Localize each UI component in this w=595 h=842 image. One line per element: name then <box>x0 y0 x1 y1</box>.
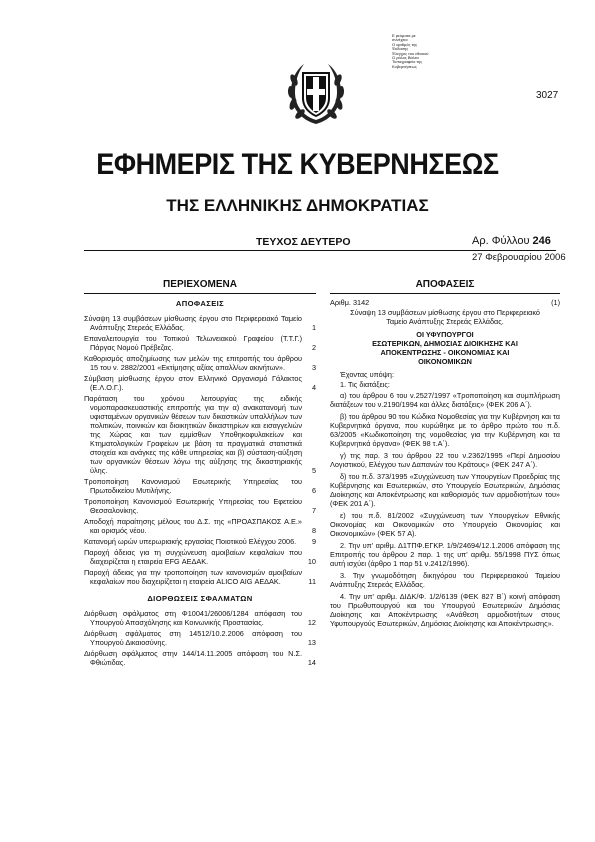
decisions-heading: ΑΠΟΦΑΣΕΙΣ <box>415 279 475 290</box>
imprint-line: Έκδοσης <box>392 46 409 52</box>
toc-item[interactable]: Διόρθωση σφάλματος στη Φ10041/26006/1284 απόφαση του Υπουργού Απασχόλησης και Κοινωνικής Προστασίας. 12 <box>84 609 316 627</box>
sheet-number: 246 <box>532 235 551 247</box>
decision-paragraph: ε) του π.δ. 81/2002 «Συγχώνευση των Υπουργείων Εθνικής Οικονομίας και Οικονομικών στο Υπουργείο Οικονομίας και Οικονομικών» (ΦΕΚ 57 Α). <box>330 511 560 538</box>
sheet-number-line <box>472 235 551 247</box>
decisions-rule <box>330 293 560 294</box>
imprint-line: Ε ρεύματα με <box>392 33 416 38</box>
decision-number-line <box>330 298 560 308</box>
issue-date: 27 Φεβρουαρίου 2006 <box>472 252 566 263</box>
decision-paragraph: 3. Την γνωμοδότηση δικηγόρου του Περιφερειακού Ταμείου Ανάπτυξης Στερεάς Ελλάδας. <box>330 571 560 589</box>
toc-item[interactable]: Τροποποίηση Κανονισμού Εσωτερικής Υπηρεσίας του Εφετείου Θεσσαλονίκης. 7 <box>84 497 316 515</box>
decision-subject: Σύναψη 13 συμβάσεων μίσθωσης έργου στο Περιφερειακό Ταμείο Ανάπτυξης Στερεάς Ελλάδας. <box>350 308 540 326</box>
toc-item[interactable]: Επαναλειτουργία του Τοπικού Τελωνειακού Γραφείου (Τ.Τ.Γ.) Πάργας Νομού Πρέβεζας. 2 <box>84 334 316 352</box>
imprint-line: Ο ρόλος Βάλτα <box>392 55 419 61</box>
toc-item[interactable]: Σύμβαση μίσθωσης έργου στον Ελληνικό Οργανισμό Γάλακτος (Ε.Λ.Ο.Γ.). 4 <box>84 374 316 392</box>
toc-item[interactable]: Παροχή άδειας για τη συγχώνευση αμοιβαίων κεφαλαίων που διαχειρίζεται η εταιρεία EFG ΑΕΔΑΚ. 10 <box>84 548 316 566</box>
decision-paragraph: γ) της παρ. 3 του άρθρου 22 του ν.2362/1995 «Περί Δημοσίου Λογιστικού, Ελέγχου των Δαπανών του Κράτους» (ΦΕΚ 247 Α΄). <box>330 451 560 469</box>
issue-series: ΤΕΥΧΟΣ ΔΕΥΤΕΡΟ <box>256 236 351 248</box>
decision-authority <box>330 330 560 366</box>
authority-line: ΟΙΚΟΝΟΜΙΚΩΝ <box>418 357 472 366</box>
header-rule <box>84 250 556 251</box>
imprint-line: Κυβερνήσεως <box>392 63 417 69</box>
decision-paragraph: 1. Τις διατάξεις: <box>340 380 390 389</box>
decisions-subheading: ΑΠΟΦΑΣΕΙΣ <box>175 299 225 308</box>
decision-paragraph: δ) του π.δ. 373/1995 «Συγχώνευση των Υπουργείων Προεδρίας της Κυβέρνησης και Εσωτερικών, στο Υπουργείο Εσωτερικών, Δημόσιας Διοίκησης και Αποκέντρωσης και καθορισμός των αρμοδιοτήτων του» (ΦΕΚ 201 Α΄). <box>330 472 560 508</box>
decision-paragraph: 4. Την υπ' αριθμ. ΔΙΔΚ/Φ. 1/2/6139 (ΦΕΚ 827 Β΄) κοινή απόφαση του Πρωθυπουργού και του Υπουργού Εσωτερικών Δημόσιας Διοίκησης και Αποκέντρωσης «Ανάθεση αρμοδιοτήτων στους Υφυπουργούς Εσωτερικών, Δημόσιας Διοίκησης και Αποκέντρωσης». <box>330 592 560 628</box>
toc-item[interactable]: Σύναψη 13 συμβάσεων μίσθωσης έργου στο Περιφερειακό Ταμείο Ανάπτυξης Στερεάς Ελλάδας. 1 <box>84 314 316 332</box>
decision-paragraph: α) του άρθρου 6 του ν.2527/1997 «Τροποποίηση και συμπλήρωση διατάξεων του ν.2190/1994 και άλλες διατάξεις» (ΦΕΚ 206 Α΄). <box>330 391 560 409</box>
authority-line: ΕΣΩΤΕΡΙΚΩΝ, ΔΗΜΟΣΙΑΣ ΔΙΟΙΚΗΣΗΣ ΚΑΙ <box>372 339 518 348</box>
authority-line: ΟΙ ΥΦΥΠΟΥΡΓΟΙ <box>416 330 474 339</box>
toc-corrections-list <box>84 609 316 667</box>
decisions-column <box>330 280 560 631</box>
toc-item[interactable]: Διόρθωση σφάλματος στη 14512/10.2.2006 απόφαση του Υπουργού Δικαιοσύνης. 13 <box>84 629 316 647</box>
gazette-subtitle: ΤΗΣ ΕΛΛΗΝΙΚΗΣ ΔΗΜΟΚΡΑΤΙΑΣ <box>166 196 429 215</box>
decision-number: Αριθμ. 3142 <box>330 298 370 307</box>
contents-column <box>84 280 316 669</box>
imprint-line: συνέχεια <box>392 37 408 43</box>
imprint-line: Έλεγχος του εθνικού <box>392 50 429 56</box>
imprint-line: Τυπογραφείο της <box>392 59 423 65</box>
coat-of-arms-emblem <box>283 58 349 128</box>
contents-heading: ΠΕΡΙΕΧΟΜΕΝΑ <box>163 279 237 290</box>
decision-intro: Έχοντας υπόψη: <box>340 370 394 379</box>
toc-item[interactable]: Τροποποίηση Κανονισμού Εσωτερικής Υπηρεσίας του Πρωτοδικείου Μυτιλήνης. 6 <box>84 477 316 495</box>
toc-item[interactable]: Κατανομή ωρών υπερωριακής εργασίας Ποιοτικού Ελέγχου 2006. 9 <box>84 537 316 546</box>
corrections-subheading: ΔΙΟΡΘΩΣΕΙΣ ΣΦΑΛΜΑΤΩΝ <box>147 594 253 603</box>
imprint-block <box>392 34 462 69</box>
toc-decisions-list <box>84 314 316 586</box>
toc-item[interactable]: Καθορισμός αποζημίωσης των μελών της επιτροπής του άρθρου 15 του ν. 2882/2001 «Εκτίμησης αξίας απαλλ/ων ακινήτων». 3 <box>84 354 316 372</box>
toc-item[interactable]: Αποδοχή παραίτησης μέλους του Δ.Σ. της «ΠΡΟΑΣΠΑΚΟΣ Α.Ε.» και ορισμός νέου. 8 <box>84 517 316 535</box>
authority-line: ΑΠΟΚΕΝΤΡΩΣΗΣ - ΟΙΚΟΝΟΜΙΑΣ ΚΑΙ <box>380 348 510 357</box>
page-number: 3027 <box>536 90 559 101</box>
contents-rule <box>84 293 316 294</box>
toc-item[interactable]: Παροχή άδειας για την τροποποίηση των κανονισμών αμοιβαίων κεφαλαίων που διαχειρίζεται η εταιρεία ALICO AIG ΑΕΔΑΚ. 11 <box>84 568 316 586</box>
toc-item[interactable]: Παράταση του χρόνου λειτουργίας της ειδικής νομοπαρασκευαστικής επιτροπής για την α) ανακατανομή των υφισταμένων οργανικών θέσεων των δικαστικών υπαλλήλων των πολιτικών, ποινικών και διοικητικών δικαστηρίων και εισαγγελιών της Χώρας και των εμμίσθων Υποθηκοφυλακείων και Κτηματολογικών Γραφείων με βάση τα πραγματικά στατιστικά στοιχεία και ανάγκες της κάθε υπηρεσίας και β) σύσταση-αύξηση των οργανικών θέσεων λόγω της αύξησης της δικαστηριακής ύλης. 5 <box>84 394 316 475</box>
imprint-line: Ο αριθμός της <box>392 41 418 47</box>
sheet-label: Αρ. Φύλλου <box>472 235 530 247</box>
decision-paragraph: 2. Την υπ' αριθμ. Δ1ΤΠΦ.ΕΓΚΡ. 1/9/24694/12.1.2006 απόφαση της Επιτροπής του άρθρου 2 παρ. 1 της υπ' αριθμ. 55/1998 ΠΥΣ όπως αυτή ισχύει (άρθρο 1 παρ 51 ν.2412/1996). <box>330 541 560 568</box>
gazette-title: ΕΦΗΜΕΡΙΣ ΤΗΣ ΚΥΒΕΡΝΗΣΕΩΣ <box>96 148 499 181</box>
decision-index: (1) <box>551 298 560 307</box>
toc-item[interactable]: Διόρθωση σφάλματος στην 144/14.11.2005 απόφαση του Ν.Σ. Φθιώτιδας. 14 <box>84 649 316 667</box>
decision-paragraph: β) του άρθρου 90 του Κώδικα Νομοθεσίας για την Κυβέρνηση και τα Κυβερνητικά όργανα, που κυρώθηκε με το άρθρο πρώτο του π.δ. 63/2005 «Κωδικοποίηση της νομοθεσίας για την Κυβέρνηση και τα Κυβερνητικά όργανα» (ΦΕΚ 98 τ.Α΄). <box>330 412 560 448</box>
